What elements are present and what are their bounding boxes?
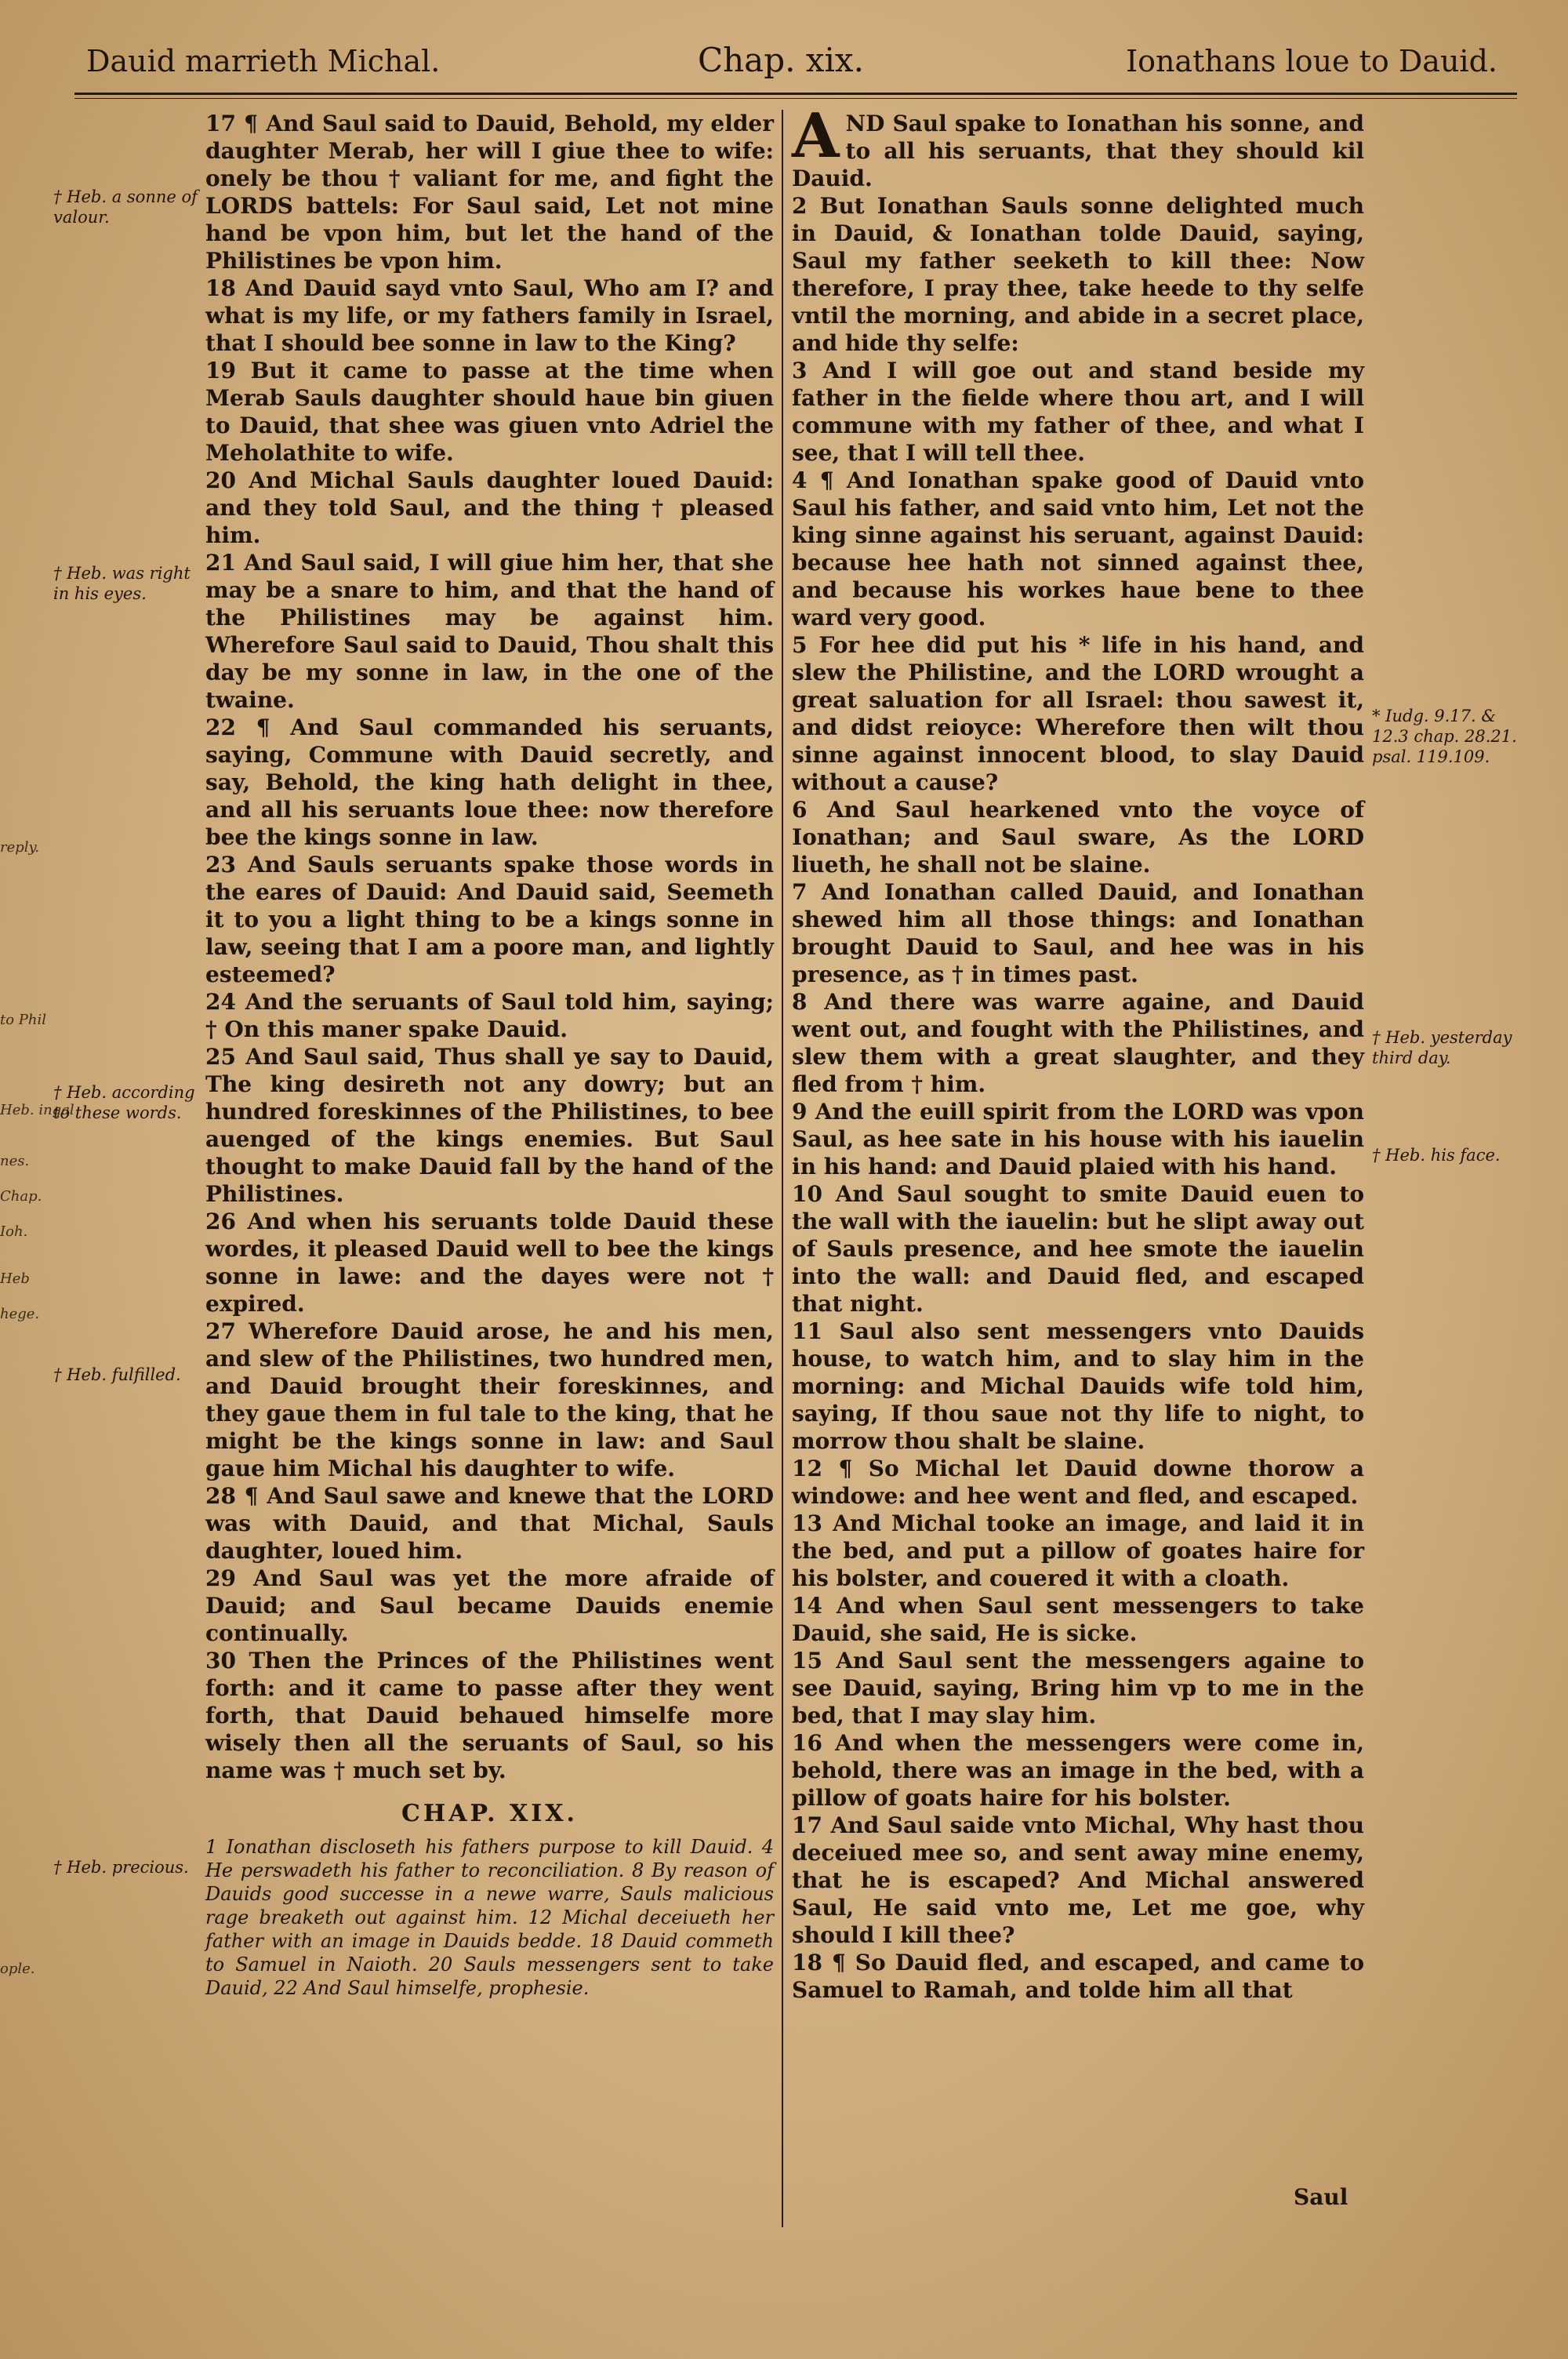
margin-note-left-4: † Heb. fulfilled. — [53, 1365, 181, 1384]
catchword: Saul — [1294, 2184, 1348, 2210]
verse: 23 And Sauls seruants spake those words in the eares of Dauid: And Dauid said, Seemeth it to you a light thing to be a kings sonne in law, seeing that I am a poore man, and lightly esteemed? — [205, 852, 774, 987]
chapter-heading: CHAP. XIX. — [401, 1800, 578, 1827]
chapter-summary: 1 Ionathan discloseth his fathers purpose to kill Dauid. 4 He perswadeth his father to reconciliation. 8 By reason of Dauids good successe in a newe warre, Sauls malicious rage breaketh out against him. 12 Michal deceiueth her father with an image in Dauids bedde. 18 Dauid commeth to Samuel in Naioth. 20 Sauls messengers sent to take Dauid, 22 And Saul himselfe, prophesie. — [205, 1836, 774, 1999]
verse: 13 And Michal tooke an image, and laid it in the bed, and put a pillow of goates haire for his bolster, and couered it with a cloath. — [792, 1510, 1364, 1591]
verse: 9 And the euill spirit from the LORD was vpon Saul, as hee sate in his house with his iauelin in his hand: and Dauid plaied with his hand. — [792, 1099, 1364, 1180]
verse: 19 But it came to passe at the time when Merab Sauls daughter should haue bin giuen to Dauid, that shee was giuen vnto Adriel the Meholathite to wife. — [205, 358, 774, 466]
margin-note-left-2: † Heb. was right in his eyes. — [53, 564, 191, 603]
verse: 14 And when Saul sent messengers to take Dauid, she said, He is sicke. — [792, 1593, 1364, 1646]
verse: 15 And Saul sent the messengers againe to see Dauid, saying, Bring him vp to me in the bed, that I may slay him. — [792, 1648, 1364, 1728]
verse: 3 And I will goe out and stand beside my father in the fielde where thou art, and I will commune with my father of thee, and what I see, that I will tell thee. — [792, 358, 1364, 466]
edge-fragment: reply. — [0, 839, 40, 856]
header-left: Dauid marrieth Michal. — [86, 44, 441, 78]
column-divider — [782, 110, 783, 2227]
edge-fragment: hege. — [0, 1306, 40, 1322]
edge-fragment: Heb. ingal — [0, 1102, 74, 1118]
margin-note-left-5: † Heb. precious. — [53, 1858, 189, 1877]
header-rule-thin — [74, 98, 1517, 99]
verse: 18 ¶ So Dauid fled, and escaped, and came to Samuel to Ramah, and tolde him all that — [792, 1950, 1364, 2003]
margin-note-right-2: † Heb. yesterday third day. — [1372, 1028, 1512, 1067]
edge-fragment: to Phil — [0, 1012, 47, 1028]
running-header — [74, 39, 1513, 86]
header-center: Chap. xix. — [698, 41, 864, 79]
verse: 24 And the seruants of Saul told him, saying; † On this maner spake Dauid. — [205, 989, 774, 1042]
verse: 17 And Saul saide vnto Michal, Why hast thou deceiued mee so, and sent away mine enemy, that he is escaped? And Michal answered Saul, He said vnto me, Let me goe, why should I kill thee? — [792, 1812, 1364, 1948]
verse: 10 And Saul sought to smite Dauid euen to the wall with the iauelin: but he slipt away out of Sauls presence, and hee smote the iauelin into the wall: and Dauid fled, and escaped that night. — [792, 1181, 1364, 1317]
verse: 28 ¶ And Saul sawe and knewe that the LORD was with Dauid, and that Michal, Sauls daughter, loued him. — [205, 1483, 774, 1564]
verse: 18 And Dauid sayd vnto Saul, Who am I? and what is my life, or my fathers family in Israel, that I should bee sonne in law to the King? — [205, 275, 774, 356]
verse: 21 And Saul said, I will giue him her, that she may be a snare to him, and that the hand of the Philistines may be against him. Wherefore Saul said to Dauid, Thou shalt this day be my sonne in law, in the one of the twaine. — [205, 550, 774, 713]
edge-fragment: Ioh. — [0, 1223, 28, 1240]
verse: 16 And when the messengers were come in, behold, there was an image in the bed, with a pillow of goats haire for his bolster. — [792, 1730, 1364, 1811]
margin-note-right-1: * Iudg. 9.17. & 12.3 chap. 28.21. psal. 119.109. — [1372, 707, 1517, 766]
right-column — [792, 100, 1364, 2004]
drop-capital: A — [792, 100, 840, 172]
verse: 26 And when his seruants tolde Dauid these wordes, it pleased Dauid well to bee the kings sonne in lawe: and the dayes were not † expired. — [205, 1209, 774, 1317]
verse: 8 And there was warre againe, and Dauid went out, and fought with the Philistines, and slew them with a great slaughter, and they fled from † him. — [792, 989, 1364, 1097]
verse: 30 Then the Princes of the Philistines went forth: and it came to passe after they went forth, that Dauid behaued himselfe more wisely then all the seruants of Saul, so his name was † much set by. — [205, 1648, 774, 1783]
verse: 11 Saul also sent messengers vnto Dauids house, to watch him, and to slay him in the morning: and Michal Dauids wife told him, saying, If thou saue not thy life to night, to morrow thou shalt be slaine. — [792, 1318, 1364, 1454]
verse-first — [792, 100, 1364, 192]
verse: 2 But Ionathan Sauls sonne delighted much in Dauid, & Ionathan tolde Dauid, saying, Saul my father seeketh to kill thee: Now therefore, I pray thee, take heede to thy selfe vntil the morning, and abide in a secret place, and hide thy selfe: — [792, 193, 1364, 356]
edge-fragment: Chap. — [0, 1188, 42, 1205]
left-column — [205, 110, 774, 2000]
header-right: Ionathans loue to Dauid. — [1126, 44, 1497, 78]
verse: 27 Wherefore Dauid arose, he and his men, and slew of the Philistines, two hundred men, and Dauid brought their foreskinnes, and they gaue them in ful tale to the king, that he might be the kings sonne in law: and Saul gaue him Michal his daughter to wife. — [205, 1318, 774, 1481]
margin-note-left-3: † Heb. according to these words. — [53, 1083, 195, 1122]
verse: 20 And Michal Sauls daughter loued Dauid: and they told Saul, and the thing † pleased him. — [205, 467, 774, 548]
verse: 17 ¶ And Saul said to Dauid, Behold, my elder daughter Merab, her will I giue thee to wife: onely be thou † valiant for me, and fight the LORDS battels: For Saul said, Let not mine hand be vpon him, but let the hand of the Philistines be vpon him. — [205, 111, 774, 274]
verse: 12 ¶ So Michal let Dauid downe thorow a windowe: and hee went and fled, and escaped. — [792, 1456, 1364, 1509]
verse: 5 For hee did put his * life in his hand, and slew the Philistine, and the LORD wrought a great saluation for all Israel: thou sawest it, and didst reioyce: Wherefore then wilt thou sinne against innocent blood, to slay Dauid without a cause? — [792, 632, 1364, 795]
verse: 22 ¶ And Saul commanded his seruants, saying, Commune with Dauid secretly, and say, Behold, the king hath delight in thee, and all his seruants loue thee: now therefore bee the kings sonne in law. — [205, 714, 774, 850]
header-rule — [74, 93, 1517, 95]
verse: 29 And Saul was yet the more afraide of Dauid; and Saul became Dauids enemie continually. — [205, 1565, 774, 1646]
verse: 6 And Saul hearkened vnto the voyce of Ionathan; and Saul sware, As the LORD liueth, he shall not be slaine. — [792, 797, 1364, 878]
verse: 25 And Saul said, Thus shall ye say to Dauid, The king desireth not any dowry; but an hundred foreskinnes of the Philistines, to bee auenged of the kings enemies. But Saul thought to make Dauid fall by the hand of the Philistines. — [205, 1044, 774, 1207]
margin-note-right-3: † Heb. his face. — [1372, 1146, 1501, 1165]
edge-fragment: ople. — [0, 1961, 35, 1977]
edge-fragment: Heb — [0, 1270, 30, 1287]
margin-note-left-1: † Heb. a sonne of valour. — [53, 187, 198, 227]
edge-fragment: nes. — [0, 1153, 30, 1169]
verse: 7 And Ionathan called Dauid, and Ionathan shewed him all those things: and Ionathan brought Dauid to Saul, and hee was in his presence, as † in times past. — [792, 879, 1364, 987]
verse: 4 ¶ And Ionathan spake good of Dauid vnto Saul his father, and said vnto him, Let not the king sinne against his seruant, against Dauid: because hee hath not sinned against thee, and because his workes haue bene to thee ward very good. — [792, 467, 1364, 631]
verse: ND Saul spake to Ionathan his sonne, and to all his seruants, that they should kil Dauid. — [792, 111, 1364, 191]
